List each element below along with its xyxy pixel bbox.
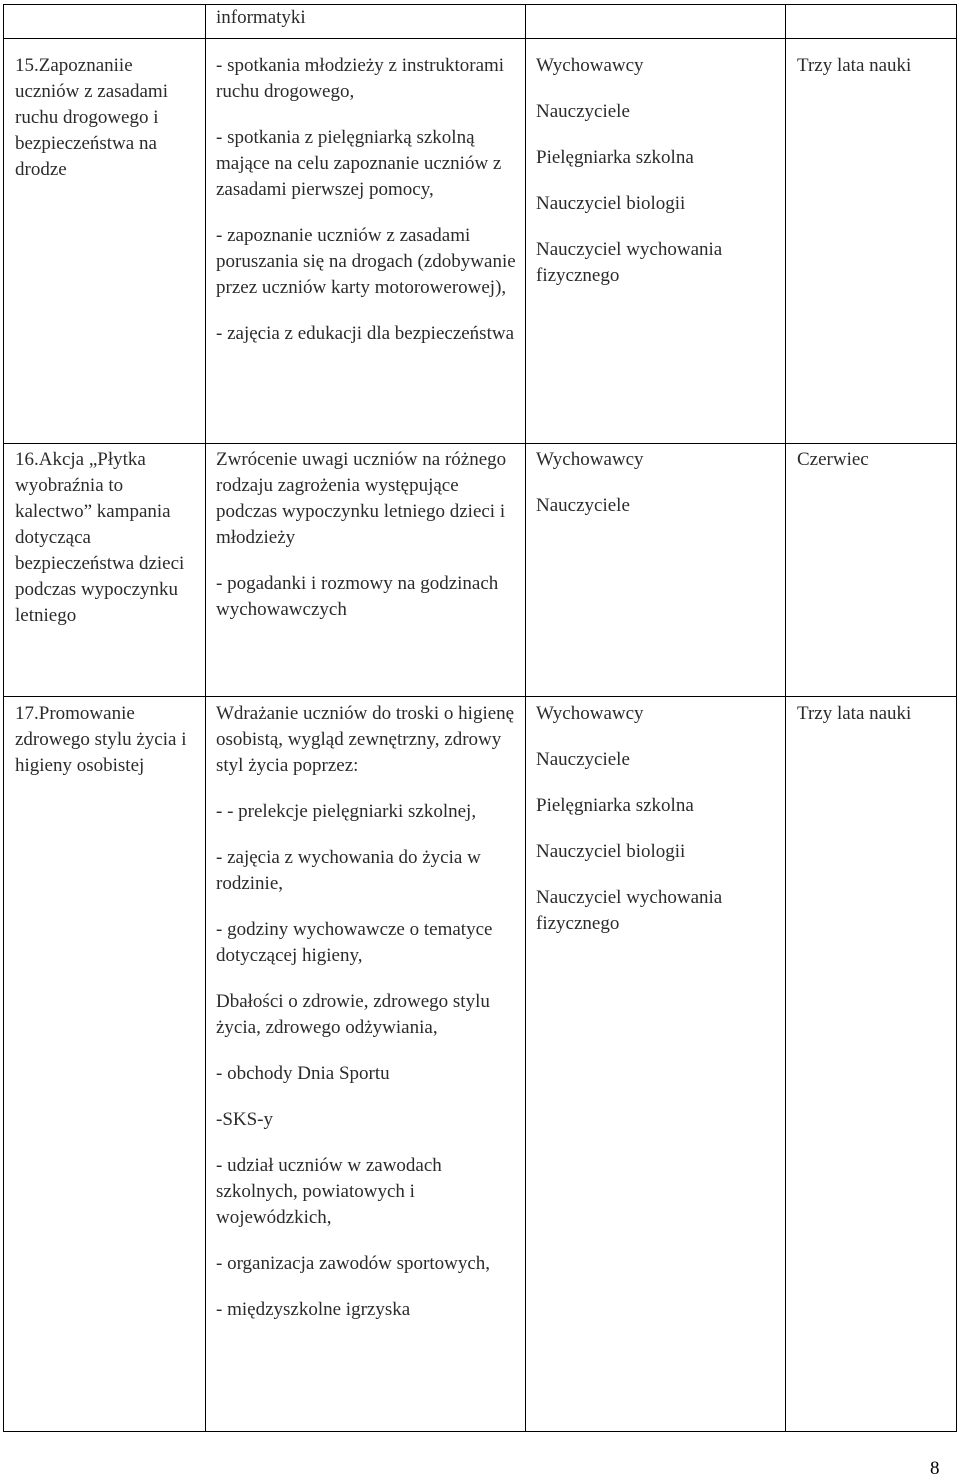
activity-item: - spotkania młodzieży z instruktorami ruchu drogowego, (216, 55, 505, 102)
table-border-v (785, 4, 786, 1432)
activity-item: Dbałości o zdrowie, zdrowego stylu życia, zdrowego odżywiania, (216, 991, 490, 1038)
task-title: 17.Promowanie zdrowego stylu życia i higieny osobistej (15, 703, 187, 776)
table-border-h (3, 38, 957, 39)
task-cell (15, 701, 195, 779)
table-border-v (205, 4, 206, 1432)
activities-cell (216, 701, 516, 1323)
activities-cell (216, 53, 516, 347)
responsible-item: Wychowawcy (536, 55, 644, 76)
table-border-v (525, 4, 526, 1432)
activity-item: - międzyszkolne igrzyska (216, 1299, 411, 1320)
responsible-item: Nauczyciel biologii (536, 841, 686, 862)
responsible-cell (536, 447, 776, 519)
activities-cell (216, 447, 516, 623)
activity-item: Wdrażanie uczniów do troski o higienę osobistą, wygląd zewnętrzny, zdrowy styl życia poprzez: (216, 703, 515, 776)
responsible-item: Wychowawcy (536, 449, 644, 470)
responsible-item: Nauczyciel wychowania fizycznego (536, 887, 723, 934)
activity-item: - zajęcia z wychowania do życia w rodzinie, (216, 847, 481, 894)
table-border-h (3, 696, 957, 697)
responsible-item: Pielęgniarka szkolna (536, 147, 694, 168)
task-cell (15, 53, 195, 183)
responsible-item: Nauczyciele (536, 495, 630, 516)
responsible-item: Nauczyciel biologii (536, 193, 686, 214)
activity-item: - spotkania z pielęgniarką szkolną mające na celu zapoznanie uczniów z zasadami pierwszej pomocy, (216, 127, 502, 200)
table-border-h (3, 443, 957, 444)
activity-item: Zwrócenie uwagi uczniów na różnego rodzaju zagrożenia występujące podczas wypoczynku letniego dzieci i młodzieży (216, 449, 507, 548)
term-text: Trzy lata nauki (797, 703, 912, 724)
activity-item: - - prelekcje pielęgniarki szkolnej, (216, 801, 477, 822)
task-title: 16.Akcja „Płytka wyobraźnia to kalectwo” kampania dotycząca bezpieczeństwa dzieci podczas wypoczynku letniego (15, 449, 185, 626)
task-title: 15.Zapoznaniie uczniów z zasadami ruchu drogowego i bezpieczeństwa na drodze (15, 55, 168, 180)
table-border-v (3, 4, 4, 1432)
activity-item: -SKS-y (216, 1109, 274, 1130)
activity-item: - godziny wychowawcze o tematyce dotyczącej higieny, (216, 919, 493, 966)
responsible-item: Nauczyciele (536, 749, 630, 770)
responsible-cell (536, 53, 776, 289)
responsible-item: Nauczyciele (536, 101, 630, 122)
term-cell (797, 447, 953, 473)
task-cell (15, 447, 195, 629)
activity-item: - organizacja zawodów sportowych, (216, 1253, 490, 1274)
activity-item: - pogadanki i rozmowy na godzinach wychowawczych (216, 573, 499, 620)
responsible-item: Nauczyciel wychowania fizycznego (536, 239, 723, 286)
responsible-cell (536, 701, 776, 937)
term-cell (797, 701, 953, 727)
activity-item: - zapoznanie uczniów z zasadami poruszania się na drogach (zdobywanie przez uczniów karty motorowerowej), (216, 225, 516, 298)
responsible-item: Wychowawcy (536, 703, 644, 724)
continued-cell-fragment (216, 5, 516, 31)
term-text: Czerwiec (797, 449, 869, 470)
responsible-item: Pielęgniarka szkolna (536, 795, 694, 816)
term-cell (797, 53, 953, 79)
term-text: Trzy lata nauki (797, 55, 912, 76)
activity-item: - obchody Dnia Sportu (216, 1063, 390, 1084)
table-border-v (956, 4, 957, 1432)
cell-text: informatyki (216, 7, 306, 28)
table-border-h (3, 1431, 957, 1432)
activity-item: - udział uczniów w zawodach szkolnych, powiatowych i wojewódzkich, (216, 1155, 442, 1228)
activity-item: - zajęcia z edukacji dla bezpieczeństwa (216, 323, 515, 344)
page-number: 8 (930, 1458, 940, 1479)
